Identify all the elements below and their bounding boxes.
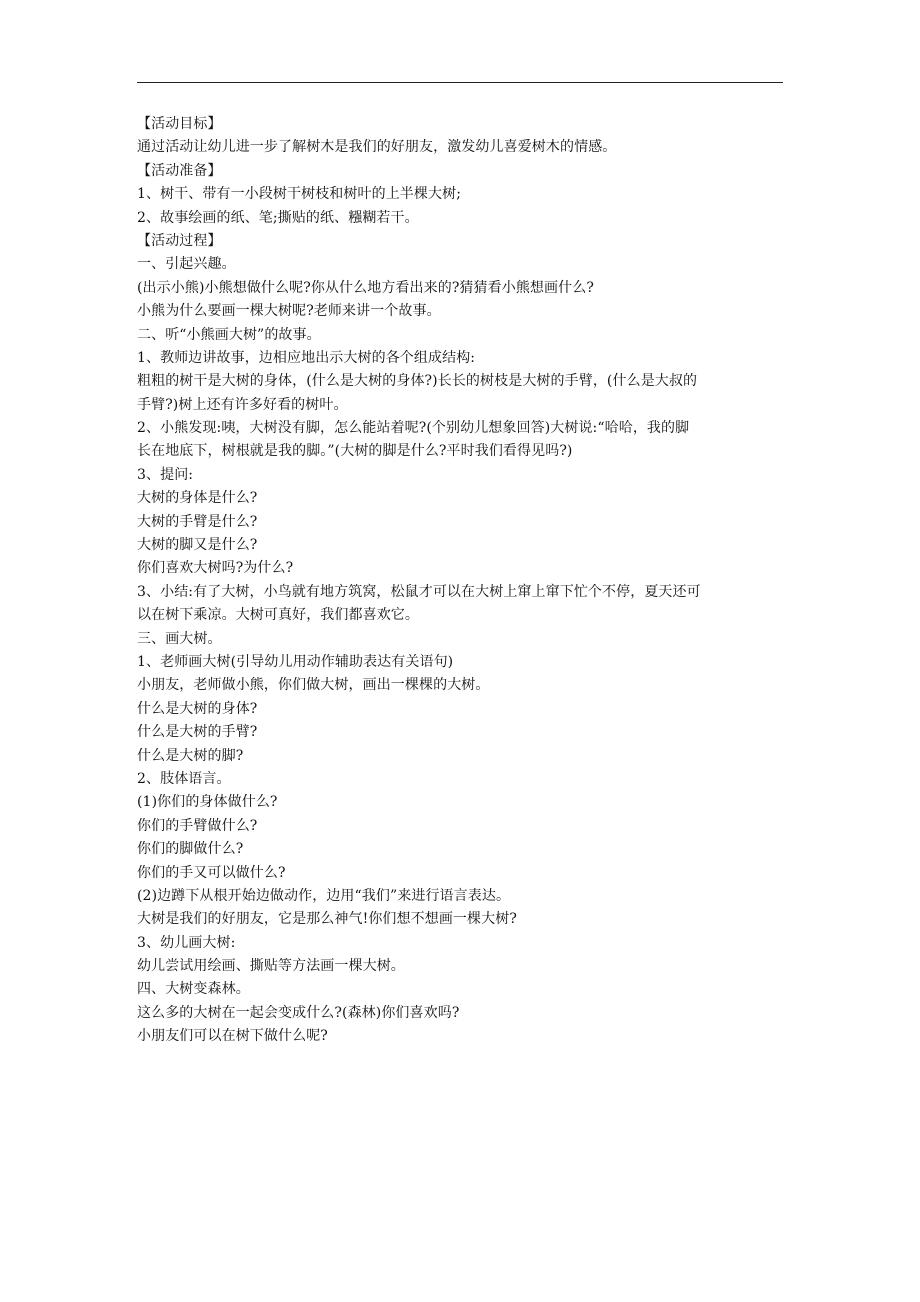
paragraph-line: 3、小结:有了大树，小鸟就有地方筑窝，松鼠才可以在大树上窜上窜下忙个不停，夏天还可	[137, 583, 701, 600]
paragraph-line: 你们的手又可以做什么?	[137, 864, 286, 881]
paragraph-line: 你们的脚做什么?	[137, 841, 244, 858]
subsection-heading: 三、画大树。	[137, 630, 222, 647]
paragraph-line: 这么多的大树在一起会变成什么?(森林)你们喜欢吗?	[137, 1004, 460, 1021]
document-body	[137, 113, 787, 1049]
subsection-heading: 一、引起兴趣。	[137, 256, 236, 273]
paragraph-line: 以在树下乘凉。大树可真好，我们都喜欢它。	[137, 607, 419, 624]
paragraph-line: 3、幼儿画大树:	[137, 934, 236, 951]
paragraph-line: 手臂?)树上还有许多好看的树叶。	[137, 396, 348, 413]
subsection-heading: 二、听“小熊画大树”的故事。	[137, 326, 321, 343]
paragraph-line: 通过活动让幼儿进一步了解树木是我们的好朋友，激发幼儿喜爱树木的情感。	[137, 139, 617, 156]
paragraph-line: 1、老师画大树(引导幼儿用动作辅助表达有关语句)	[137, 653, 454, 670]
subsection-heading: 四、大树变森林。	[137, 981, 250, 998]
paragraph-line: 大树的身体是什么?	[137, 490, 258, 507]
paragraph-line: 小朋友，老师做小熊，你们做大树，画出一棵棵的大树。	[137, 677, 490, 694]
paragraph-line: 长在地底下，树根就是我的脚。”(大树的脚是什么?平时我们看得见吗?)	[137, 443, 573, 460]
paragraph-line: (1)你们的身体做什么?	[137, 794, 278, 811]
paragraph-line: 2、故事绘画的纸、笔;撕贴的纸、糨糊若干。	[137, 209, 419, 226]
section-heading-preparation: 【活动准备】	[137, 162, 222, 179]
paragraph-line: (2)边蹲下从根开始边做动作，边用“我们”来进行语言表达。	[137, 887, 511, 904]
paragraph-line: 你们喜欢大树吗?为什么?	[137, 560, 294, 577]
paragraph-line: 什么是大树的手臂?	[137, 724, 258, 741]
section-heading-goal: 【活动目标】	[137, 116, 222, 132]
paragraph-line: 你们的手臂做什么?	[137, 817, 258, 834]
paragraph-line: 1、教师边讲故事，边相应地出示大树的各个组成结构:	[137, 349, 476, 366]
paragraph-line: (出示小熊)小熊想做什么呢?你从什么地方看出来的?猜猜看小熊想画什么?	[137, 279, 594, 296]
paragraph-line: 2、肢体语言。	[137, 770, 231, 787]
paragraph-line: 大树的手臂是什么?	[137, 513, 258, 530]
paragraph-line: 幼儿尝试用绘画、撕贴等方法画一棵大树。	[137, 958, 405, 975]
paragraph-line: 小熊为什么要画一棵大树呢?老师来讲一个故事。	[137, 303, 441, 320]
paragraph-line: 小朋友们可以在树下做什么呢?	[137, 1028, 328, 1045]
paragraph-line: 大树的脚又是什么?	[137, 537, 258, 554]
paragraph-line: 1、树干、带有一小段树干树枝和树叶的上半棵大树;	[137, 186, 462, 203]
paragraph-line: 大树是我们的好朋友，它是那么神气!你们想不想画一棵大树?	[137, 911, 517, 928]
section-heading-process: 【活动过程】	[137, 232, 222, 249]
paragraph-line: 什么是大树的身体?	[137, 700, 258, 717]
paragraph-line: 2、小熊发现:咦，大树没有脚，怎么能站着呢?(个别幼儿想象回答)大树说:“哈哈，我的脚	[137, 420, 690, 437]
header-rule	[137, 82, 783, 83]
paragraph-line: 粗粗的树干是大树的身体，(什么是大树的身体?)长长的树枝是大树的手臂，(什么是大叔的	[137, 373, 698, 390]
paragraph-line: 什么是大树的脚?	[137, 747, 244, 764]
paragraph-line: 3、提问:	[137, 466, 194, 483]
